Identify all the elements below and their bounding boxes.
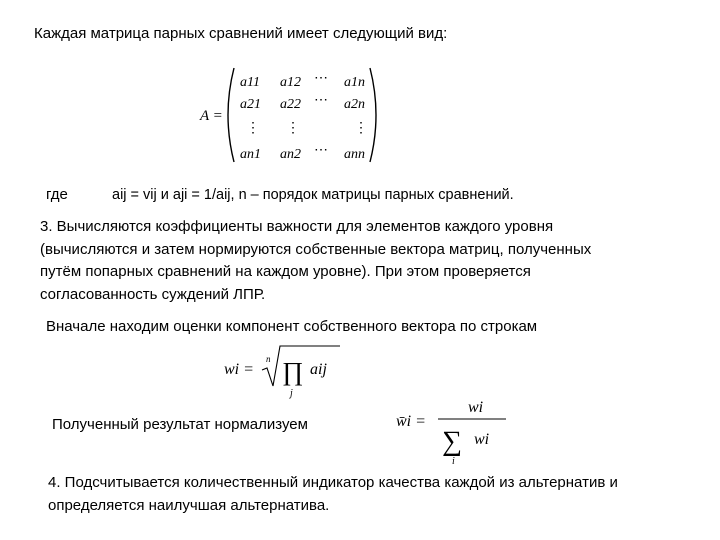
heading: Каждая матрица парных сравнений имеет следующий вид: xyxy=(34,25,448,42)
step-3-paragraph: 3. Вычисляются коэффициенты важности для элементов каждого уровня (вычисляются и затем нормируются собственные вектора матриц, полученных путём попарных сравнений на каждом уровне). При этом проверяется согласованность суждений ЛПР. xyxy=(40,218,592,303)
product-symbol: ∏ xyxy=(282,357,304,386)
matrix-cell: a12 xyxy=(280,75,301,90)
right-paren xyxy=(370,68,376,162)
matrix-cell: ann xyxy=(344,147,365,162)
matrix-cell: an2 xyxy=(280,147,301,162)
where-label: где xyxy=(46,186,68,203)
matrix-cell: a1n xyxy=(344,75,365,90)
formula1-lhs: wi = xyxy=(224,361,254,378)
product-term: aij xyxy=(310,361,327,378)
matrix-cell: ⋮ xyxy=(246,121,260,136)
eigenvector-intro: Вначале находим оценки компонент собственного вектора по строкам xyxy=(46,318,538,335)
matrix-cell: ⋯ xyxy=(314,93,328,108)
sum-symbol: ∑ xyxy=(442,426,462,457)
matrix-cell: an1 xyxy=(240,147,261,162)
matrix-cell: a21 xyxy=(240,97,261,112)
product-index: j xyxy=(290,388,293,399)
definition-formula: aij = vij и aji = 1/aij, n – порядок матрицы парных сравнений. xyxy=(112,187,514,203)
matrix-cell: ⋯ xyxy=(314,143,328,158)
denominator: wi xyxy=(474,431,490,448)
root-index: n xyxy=(266,354,271,364)
matrix-formula xyxy=(196,60,382,170)
matrix-cell: a22 xyxy=(280,97,301,112)
matrix-cell: ⋮ xyxy=(354,121,368,136)
matrix-cell: ⋯ xyxy=(314,71,328,86)
matrix-cell: a2n xyxy=(344,97,365,112)
normalize-label: Полученный результат нормализуем xyxy=(52,416,308,433)
formula2-lhs: w̄i = xyxy=(396,413,426,430)
matrix-cell: ⋮ xyxy=(286,121,300,136)
normalization-formula xyxy=(394,394,514,466)
matrix-cell: a11 xyxy=(240,75,260,90)
sum-index: i xyxy=(452,456,455,466)
numerator: wi xyxy=(468,399,484,416)
step-4-paragraph: 4. Подсчитывается количественный индикатор качества каждой из альтернатив и определяется наилучшая альтернатива. xyxy=(48,474,618,514)
matrix-lhs: A = xyxy=(200,108,223,124)
geometric-mean-formula xyxy=(222,340,352,402)
left-paren xyxy=(228,68,234,162)
